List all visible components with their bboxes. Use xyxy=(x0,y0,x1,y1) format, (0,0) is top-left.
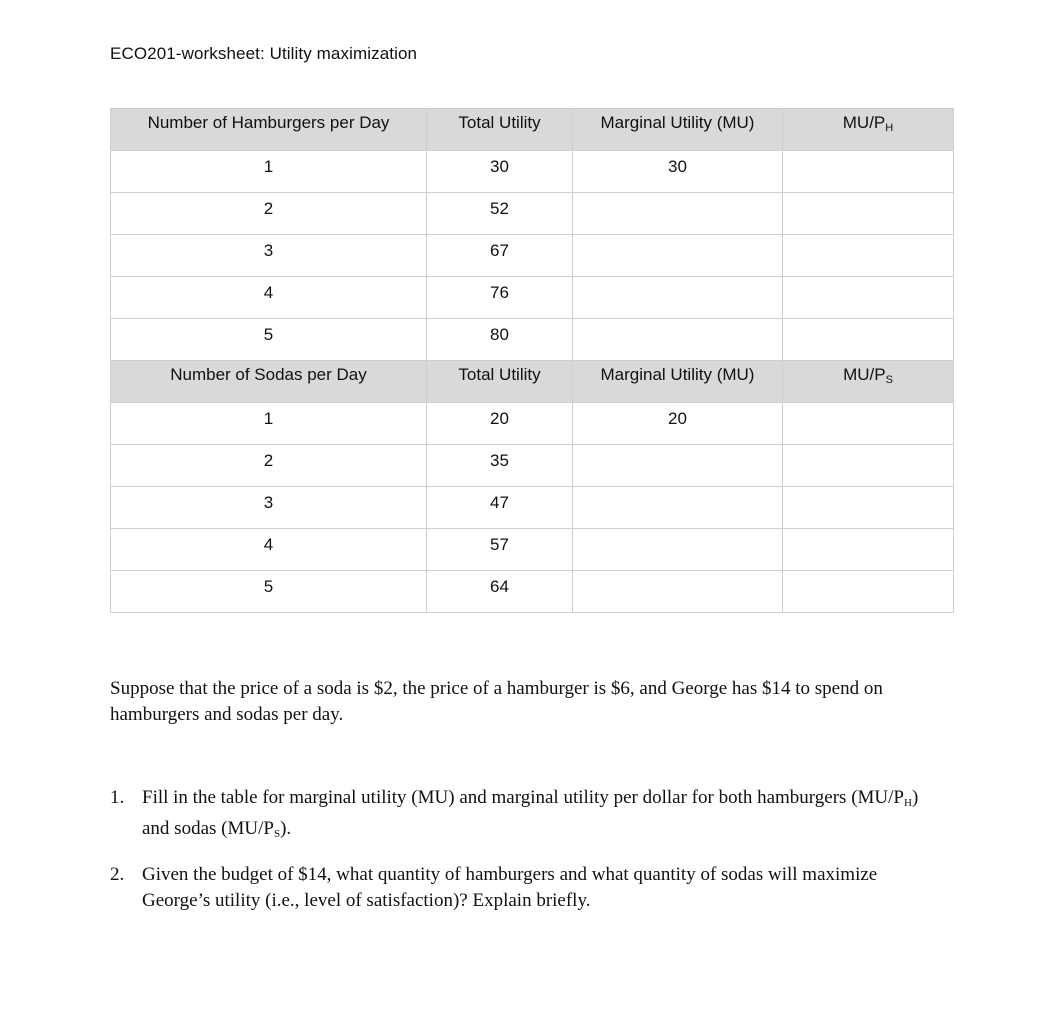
question-text: Given the budget of $14, what quantity of hamburgers and what quantity of sodas will maximize George’s utility (i.e., level of satisfaction)? Explain briefly. xyxy=(142,864,878,911)
qty-cell: 5 xyxy=(111,319,427,361)
mup-cell xyxy=(783,529,954,571)
marginal-utility-header: Marginal Utility (MU) xyxy=(573,361,783,403)
mup-cell xyxy=(783,151,954,193)
qty-cell: 1 xyxy=(111,403,427,445)
mup-cell xyxy=(783,403,954,445)
mu-cell xyxy=(573,235,783,277)
marginal-utility-header: Marginal Utility (MU) xyxy=(573,109,783,151)
mu-cell xyxy=(573,193,783,235)
mup-cell xyxy=(783,319,954,361)
worksheet-title: ECO201-worksheet: Utility maximization xyxy=(110,44,418,63)
mup-cell xyxy=(783,571,954,613)
mup-cell xyxy=(783,487,954,529)
qty-cell: 1 xyxy=(111,151,427,193)
table-row xyxy=(111,529,954,571)
table-row xyxy=(111,235,954,277)
question-number: 2. xyxy=(110,864,125,885)
tu-cell: 52 xyxy=(427,193,573,235)
tu-cell: 47 xyxy=(427,487,573,529)
table-row xyxy=(111,193,954,235)
qty-cell: 2 xyxy=(111,445,427,487)
mu-cell: 20 xyxy=(573,403,783,445)
question-number: 1. xyxy=(110,787,125,808)
tu-cell: 76 xyxy=(427,277,573,319)
table-row xyxy=(111,445,954,487)
mup-cell xyxy=(783,445,954,487)
mu-cell xyxy=(573,319,783,361)
tu-cell: 30 xyxy=(427,151,573,193)
qty-cell: 4 xyxy=(111,529,427,571)
utility-table xyxy=(110,108,954,613)
tu-cell: 80 xyxy=(427,319,573,361)
question-1 xyxy=(110,785,950,847)
mu-per-price-s-header: $MU/P_S$ xyxy=(783,361,954,403)
tu-cell: 57 xyxy=(427,529,573,571)
mu-cell xyxy=(573,277,783,319)
hamburger-qty-header: Number of Hamburgers per Day xyxy=(111,109,427,151)
tu-cell: 64 xyxy=(427,571,573,613)
qty-cell: 4 xyxy=(111,277,427,319)
total-utility-header: Total Utility xyxy=(427,361,573,403)
qty-cell: 2 xyxy=(111,193,427,235)
table-row xyxy=(111,403,954,445)
soda-header-row xyxy=(111,361,954,403)
tu-cell: 67 xyxy=(427,235,573,277)
mu-cell xyxy=(573,529,783,571)
hamburger-header-row xyxy=(111,109,954,151)
qty-cell: 3 xyxy=(111,235,427,277)
table-row xyxy=(111,151,954,193)
mu-cell xyxy=(573,445,783,487)
soda-qty-header: Number of Sodas per Day xyxy=(111,361,427,403)
mu-cell xyxy=(573,571,783,613)
qty-cell: 3 xyxy=(111,487,427,529)
tu-cell: 35 xyxy=(427,445,573,487)
mu-cell xyxy=(573,487,783,529)
table-row xyxy=(111,277,954,319)
mu-cell: 30 xyxy=(573,151,783,193)
table-row xyxy=(111,487,954,529)
question-2 xyxy=(110,862,950,914)
table-row xyxy=(111,319,954,361)
mup-cell xyxy=(783,193,954,235)
tu-cell: 20 xyxy=(427,403,573,445)
qty-cell: 5 xyxy=(111,571,427,613)
question-text: Fill in the table for marginal utility (MU) and marginal utility per dollar for both hamburgers $(MU/P_H)$ and sodas $(MU/P_S)$. xyxy=(142,787,919,840)
mu-per-price-h-header: $MU/P_H$ xyxy=(783,109,954,151)
mup-cell xyxy=(783,277,954,319)
table-row xyxy=(111,571,954,613)
mup-cell xyxy=(783,235,954,277)
intro-paragraph: Suppose that the price of a soda is $2, the price of a hamburger is $6, and George has $14 to spend on hamburgers and sodas per day. xyxy=(110,678,883,725)
total-utility-header: Total Utility xyxy=(427,109,573,151)
